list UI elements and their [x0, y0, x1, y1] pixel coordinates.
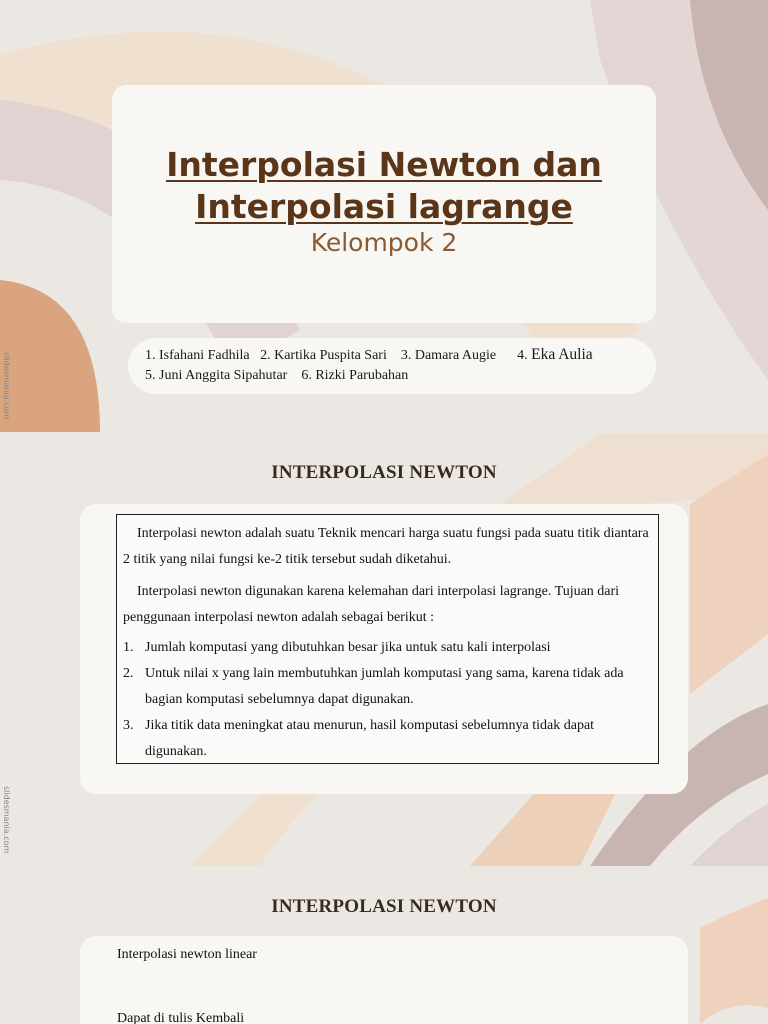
- subtitle: Kelompok 2: [310, 228, 458, 257]
- section-heading: INTERPOLASI NEWTON: [271, 896, 497, 917]
- watermark: slidesmania.com: [2, 352, 11, 420]
- list-number: 1.: [123, 640, 134, 655]
- paragraph-definition: Interpolasi newton adalah suatu Teknik mencari harga suatu fungsi pada suatu titik diantara 2 titik yang nilai fungsi ke-2 titik tersebut sudah diketahui.: [123, 526, 649, 567]
- members-row-1: [145, 345, 593, 366]
- text-rewrite: Dapat di tulis Kembali: [117, 1011, 245, 1024]
- slide-newton-intro: [0, 434, 768, 866]
- list-text: Jika titik data meningkat atau menurun, hasil komputasi sebelumnya tidak dapat digunakan.: [145, 718, 595, 759]
- member-item: 2. Kartika Puspita Sari: [260, 348, 387, 363]
- list-item: [123, 713, 650, 765]
- list-text: Untuk nilai x yang lain membutuhkan jumlah komputasi yang sama, karena tidak ada bagian komputasi sebelumnya dapat digunakan.: [145, 666, 624, 707]
- slide-title: [0, 0, 768, 432]
- slide-newton-linear: [0, 868, 768, 1024]
- list-item: [123, 635, 650, 661]
- member-item: 5. Juni Anggita Sipahutar: [145, 368, 288, 383]
- title-line-1: Interpolasi Newton dan: [166, 145, 602, 184]
- watermark: slidesmania.com: [2, 786, 11, 854]
- member-number: 4.: [517, 348, 528, 363]
- title-line-2: Interpolasi lagrange: [195, 187, 573, 226]
- text-linear: Interpolasi newton linear: [117, 947, 257, 962]
- member-item: 3. Damara Augie: [400, 348, 497, 363]
- list-item: [123, 661, 650, 713]
- list-number: 2.: [123, 666, 134, 681]
- members-row-2: [145, 366, 593, 386]
- section-heading: INTERPOLASI NEWTON: [271, 462, 497, 483]
- page-title: [112, 144, 656, 228]
- definition-box: [116, 514, 659, 764]
- member-item: Eka Aulia: [531, 346, 593, 363]
- paragraph-purpose: Interpolasi newton digunakan karena kelemahan dari interpolasi lagrange. Tujuan dari penggunaan interpolasi newton adalah sebagai berikut :: [123, 584, 620, 625]
- member-item: 1. Isfahani Fadhila: [145, 348, 250, 363]
- list-number: 3.: [123, 718, 134, 733]
- member-item: 6. Rizki Parubahan: [301, 368, 409, 383]
- purpose-list: [123, 635, 650, 765]
- list-text: Jumlah komputasi yang dibutuhkan besar jika untuk satu kali interpolasi: [145, 640, 551, 655]
- members-list: [145, 345, 593, 386]
